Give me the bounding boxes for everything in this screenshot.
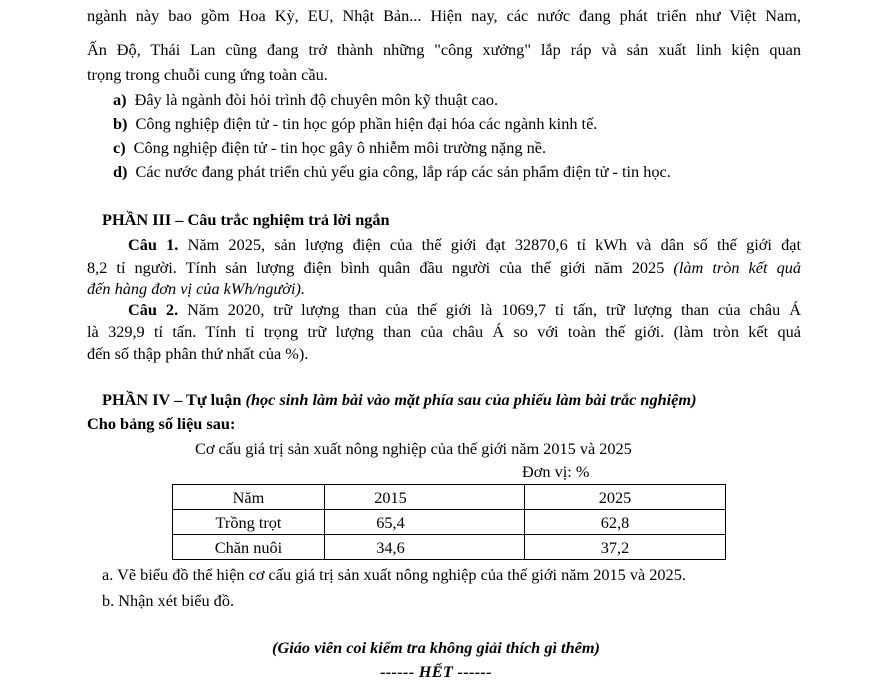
part3-heading: PHẦN III – Câu trắc nghiệm trả lời ngắn	[102, 210, 390, 229]
q1-note-1: (làm tròn kết quả	[673, 258, 802, 277]
table-cell: 37,2	[525, 535, 726, 560]
option-b-label: b)	[113, 114, 128, 133]
task-b: b. Nhận xét biểu đồ.	[102, 591, 235, 610]
option-d	[113, 161, 671, 183]
table-header-row	[173, 485, 726, 510]
proctor-note: (Giáo viên coi kiểm tra không giải thích gì thêm)	[272, 638, 600, 657]
part4-heading-bold: PHẦN IV – Tự luận	[102, 390, 246, 409]
option-c	[113, 137, 546, 159]
table-row	[173, 535, 726, 560]
part4-heading-italic: (học sinh làm bài vào mặt phía sau của phiếu làm bài trắc nghiệm)	[245, 390, 697, 409]
q1-note-2: đến hàng đơn vị của kWh/người).	[87, 279, 305, 298]
table-cell: 65,4	[325, 510, 525, 535]
task-a: a. Vẽ biểu đồ thể hiện cơ cấu giá trị sản xuất nông nghiệp của thế giới năm 2015 và 2025.	[102, 565, 686, 584]
option-c-label: c)	[113, 138, 126, 157]
data-table	[172, 484, 726, 560]
table-cell: Trồng trọt	[173, 510, 325, 535]
intro-line-2: Ấn Độ, Thái Lan cũng đang trở thành những "công xưởng" lắp ráp và sản xuất linh kiện quan	[87, 40, 801, 59]
q1-text-2: 8,2 tỉ người. Tính sản lượng điện bình quân đầu người của thế giới năm 2025	[87, 258, 674, 277]
table-header-cell: Năm	[173, 485, 325, 510]
q2-line-1	[128, 299, 801, 321]
option-b	[113, 113, 597, 135]
q1-line-1	[128, 234, 801, 256]
option-a	[113, 89, 498, 111]
table-header-cell: 2015	[325, 485, 525, 510]
table-header-cell: 2025	[525, 485, 726, 510]
q2-text-1: Năm 2020, trữ lượng than của thế giới là 1069,7 tỉ tấn, trữ lượng than của châu Á	[187, 300, 801, 319]
table-title: Cơ cấu giá trị sản xuất nông nghiệp của thế giới năm 2015 và 2025	[195, 439, 632, 458]
option-d-text: Các nước đang phát triển chủ yếu gia công, lắp ráp các sản phẩm điện tử - tin học.	[135, 162, 671, 181]
table-cell: 34,6	[325, 535, 525, 560]
given-data-label: Cho bảng số liệu sau:	[87, 414, 236, 433]
end-marker: ------ HẾT ------	[380, 662, 492, 681]
option-c-text: Công nghiệp điện tử - tin học gây ô nhiễm môi trường nặng nề.	[133, 138, 547, 157]
table-cell: Chăn nuôi	[173, 535, 325, 560]
table-unit: Đơn vị: %	[522, 462, 590, 481]
part4-heading	[102, 389, 697, 411]
table-row	[173, 510, 726, 535]
option-d-label: d)	[113, 162, 128, 181]
table-cell: 62,8	[525, 510, 726, 535]
option-b-text: Công nghiệp điện tử - tin học góp phần hiện đại hóa các ngành kinh tế.	[135, 114, 598, 133]
option-a-text: Đây là ngành đòi hỏi trình độ chuyên môn kỹ thuật cao.	[134, 90, 499, 109]
q1-line-2	[87, 257, 801, 279]
intro-line-3: trọng trong chuỗi cung ứng toàn cầu.	[87, 65, 328, 84]
q2-line-2: là 329,9 tỉ tấn. Tính tỉ trọng trữ lượng than của châu Á so với toàn thế giới. (làm tròn kết quả	[87, 322, 801, 341]
q2-line-3: đến số thập phân thứ nhất của %).	[87, 344, 309, 363]
q1-text-1: Năm 2025, sản lượng điện của thế giới đạt 32870,6 tỉ kWh và dân số thế giới đạt	[187, 235, 801, 254]
q2-label: Câu 2.	[128, 300, 179, 319]
intro-line-1: ngành này bao gồm Hoa Kỳ, EU, Nhật Bản... Hiện nay, các nước đang phát triển như Việt Nam,	[87, 6, 801, 25]
q1-label: Câu 1.	[128, 235, 179, 254]
option-a-label: a)	[113, 90, 127, 109]
